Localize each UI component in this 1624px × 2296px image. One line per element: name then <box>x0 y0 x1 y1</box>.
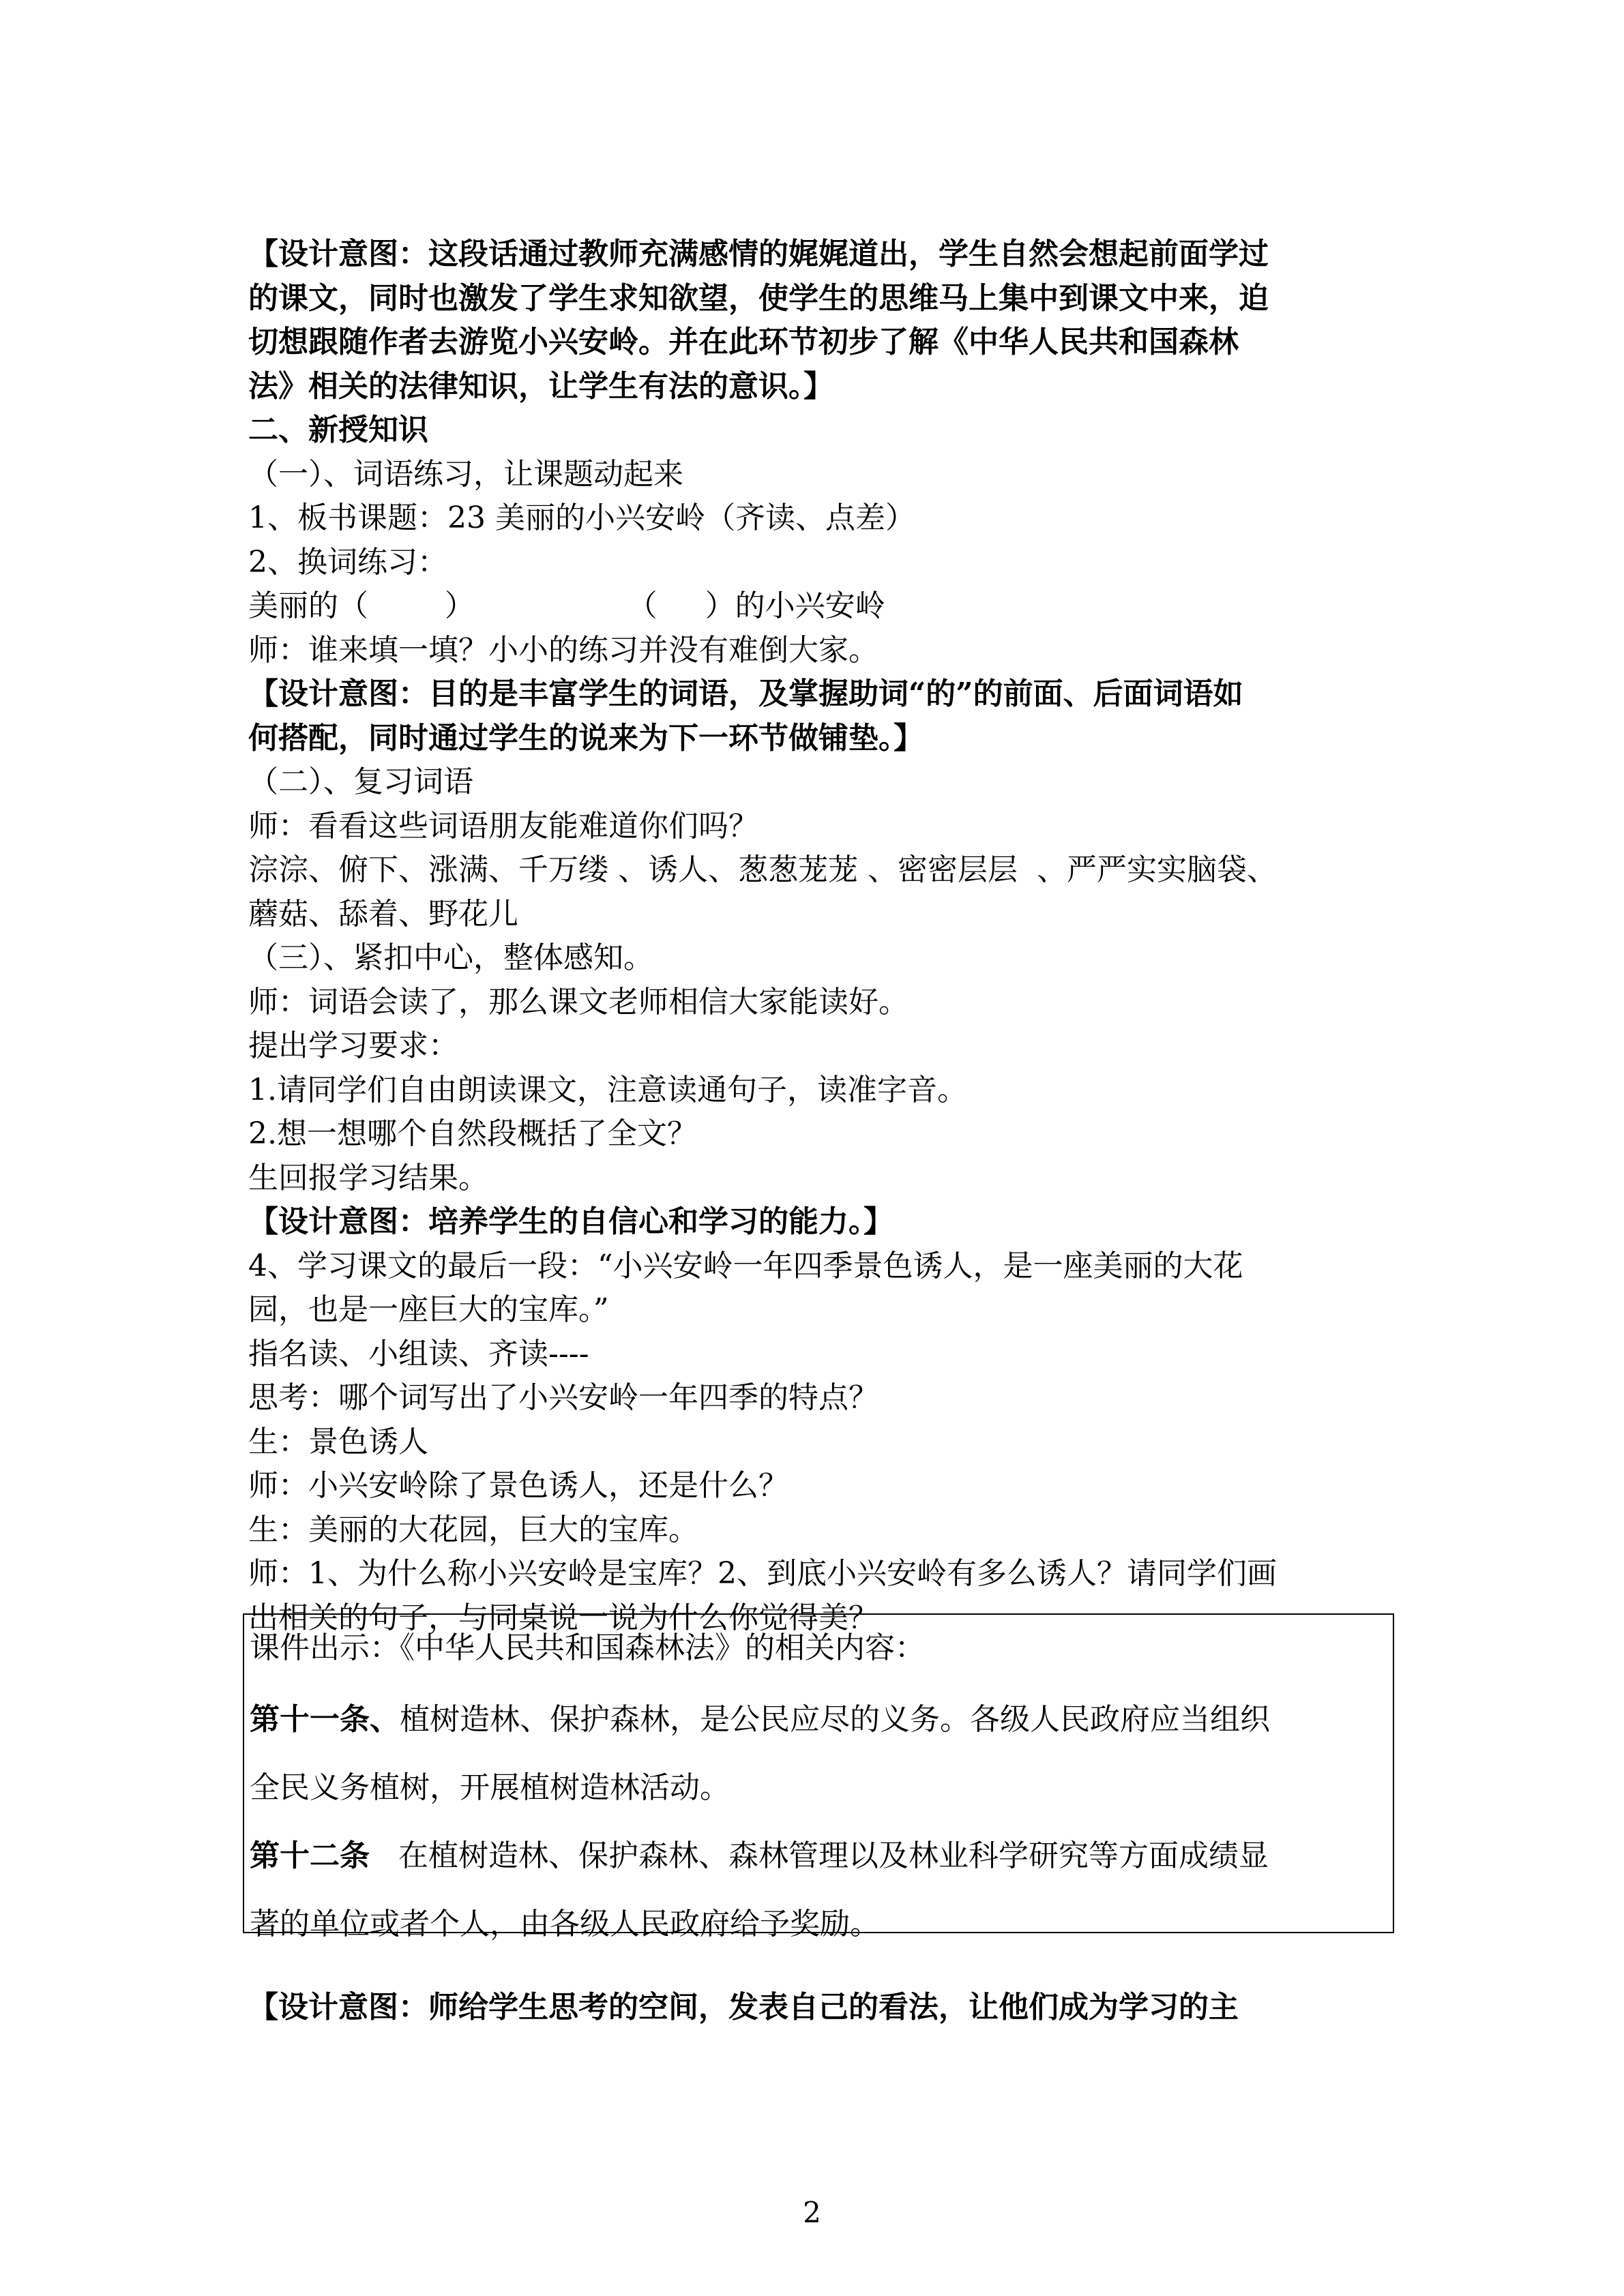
text-line: 4、学习课文的最后一段：“小兴安岭一年四季景色诱人，是一座美丽的大花 <box>248 1248 1243 1283</box>
document-body <box>248 233 1394 1640</box>
text-line: 园，也是一座巨大的宝库。” <box>248 1292 609 1327</box>
article-12-continued: 著的单位或者个人，由各级人民政府给予奖励。 <box>250 1907 880 1941</box>
text-line: 生回报学习结果。 <box>248 1160 488 1195</box>
article-11-continued: 全民义务植树，开展植树造林活动。 <box>250 1770 730 1805</box>
text-line: 2、换词练习： <box>248 544 447 580</box>
article-12 <box>250 1822 1393 1890</box>
text-line: 师：1、为什么称小兴安岭是宝库？2、到底小兴安岭有多么诱人？请同学们画 <box>248 1556 1277 1591</box>
fill-in-exercise: 美丽的（ ） （ ）的小兴安岭 <box>248 588 885 623</box>
text-line: 师：小兴安岭除了景色诱人，还是什么？ <box>248 1468 788 1503</box>
text-line: 指名读、小组读、齐读---- <box>248 1336 589 1371</box>
article-12-text: 在植树造林、保护森林、森林管理以及林业科学研究等方面成绩显 <box>370 1838 1269 1873</box>
section-heading: 二、新授知识 <box>248 413 428 447</box>
text-line: 生：景色诱人 <box>248 1424 428 1459</box>
article-12-label: 第十二条 <box>250 1838 370 1873</box>
design-intent-paragraph: 切想跟随作者去游览小兴安岭。并在此环节初步了解《中华人民共和国森林 <box>248 325 1239 359</box>
subsection-heading: （二）、复习词语 <box>248 764 473 799</box>
text-line: 2.想一想哪个自然段概括了全文？ <box>248 1116 697 1151</box>
text-line: 师：看看这些词语朋友能难道你们吗？ <box>248 808 758 844</box>
design-intent-paragraph: 【设计意图：目的是丰富学生的词语，及掌握助词“的”的前面、后面词语如 <box>248 676 1243 711</box>
article-11-label: 第十一条、 <box>250 1702 400 1737</box>
text-line: 生：美丽的大花园，巨大的宝库。 <box>248 1512 698 1547</box>
vocabulary-list: 蘑菇、舔着、野花儿 <box>248 896 518 931</box>
design-intent-paragraph: 何搭配，同时通过学生的说来为下一环节做铺垫。】 <box>248 720 924 756</box>
text-line: 师：谁来填一填？小小的练习并没有难倒大家。 <box>248 632 879 668</box>
design-intent-paragraph: 法》相关的法律知识，让学生有法的意识。】 <box>248 368 833 404</box>
text-line: 提出学习要求： <box>248 1028 458 1063</box>
design-intent-paragraph: 【设计意图：这段话通过教师充满感情的娓娓道出，学生自然会想起前面学过 <box>248 237 1269 271</box>
design-intent-paragraph: 【设计意图：师给学生思考的空间，发表自己的看法，让他们成为学习的主 <box>248 1990 1239 2025</box>
design-intent-paragraph: 【设计意图：培养学生的自信心和学习的能力。】 <box>248 1204 894 1239</box>
subsection-heading: （一）、词语练习，让课题动起来 <box>248 456 683 492</box>
page-number: 2 <box>803 2196 821 2229</box>
text-line: 出相关的句子，与同桌说一说为什么你觉得美？ <box>248 1600 879 1635</box>
design-intent-paragraph: 的课文，同时也激发了学生求知欲望，使学生的思维马上集中到课文中来，迫 <box>248 280 1269 316</box>
article-11-text: 植树造林、保护森林，是公民应尽的义务。各级人民政府应当组织 <box>400 1702 1270 1737</box>
text-line: 1、板书课题：23 美丽的小兴安岭（齐读、点差） <box>248 501 915 535</box>
subsection-heading: （三）、紧扣中心，整体感知。 <box>248 940 653 975</box>
callout-intro: 课件出示：《中华人民共和国森林法》的相关内容： <box>250 1630 925 1665</box>
forest-law-callout-box <box>243 1613 1394 1941</box>
vocabulary-list: 淙淙、俯下、涨满、千万缕 、诱人、葱葱茏茏 、密密层层 、严严实实脑袋、 <box>248 852 1277 887</box>
article-11 <box>250 1686 1393 1754</box>
text-line: 1.请同学们自由朗读课文，注意读通句子，读准字音。 <box>248 1072 967 1107</box>
text-line: 师：词语会读了，那么课文老师相信大家能读好。 <box>248 984 909 1019</box>
text-line: 思考：哪个词写出了小兴安岭一年四季的特点？ <box>248 1380 879 1415</box>
